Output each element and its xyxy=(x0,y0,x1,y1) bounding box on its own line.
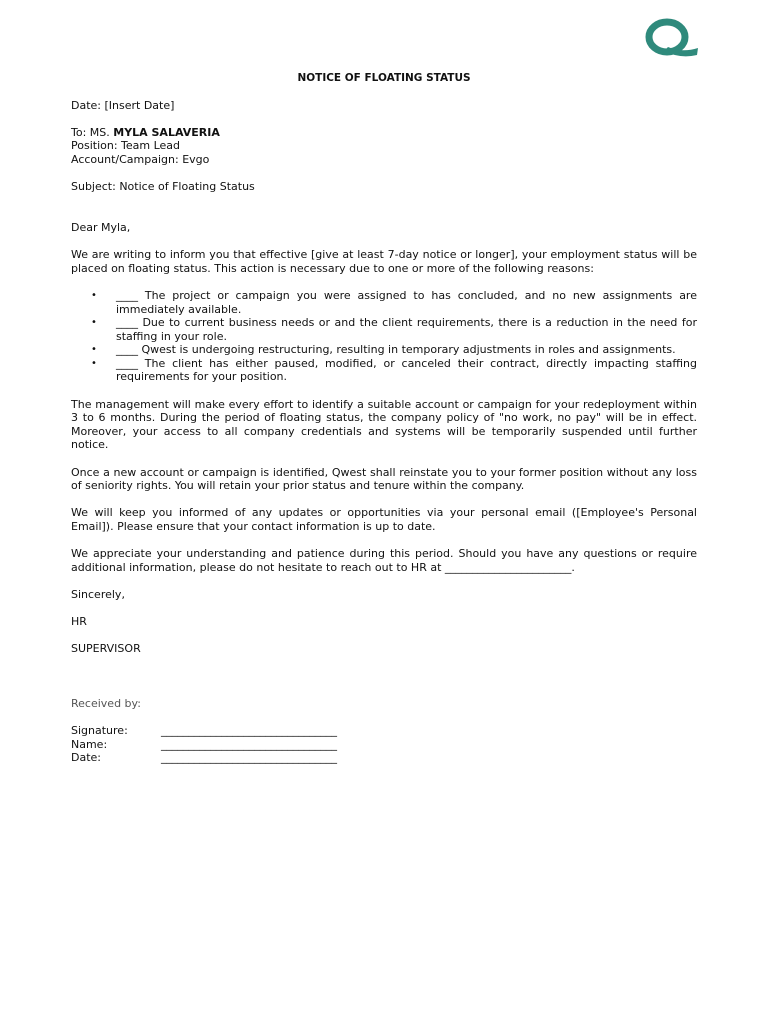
qwest-q-logo-icon xyxy=(640,18,700,60)
date-line-blank: ________________________________ xyxy=(161,751,337,765)
date-row xyxy=(71,751,697,765)
reason-text: ____ Qwest is undergoing restructuring, resulting in temporary adjustments in roles and assignments. xyxy=(116,343,676,357)
signature-line: ________________________________ xyxy=(161,723,337,737)
paragraph-redeployment: The management will make every effort to identify a suitable account or campaign for your redeployment within 3 to 6 months. During the period of floating status, the company policy of "no work, no pay" will be in effect. Moreover, your access to all company credentials and systems will be temporarily suspended until further notice. xyxy=(71,397,697,452)
bullet-icon: • xyxy=(91,357,97,369)
signature-row xyxy=(71,724,697,738)
name-line: ________________________________ xyxy=(161,737,337,751)
intro-paragraph: We are writing to inform you that effective [give at least 7-day notice or longer], your employment status will be placed on floating status. This action is necessary due to one or more of the following reasons: xyxy=(71,248,697,275)
signer-supervisor: SUPERVISOR xyxy=(71,642,141,656)
paragraph-reinstatement: Once a new account or campaign is identified, Qwest shall reinstate you to your former position without any loss of seniority rights. You will retain your prior status and tenure within the company. xyxy=(71,465,697,493)
reason-text: ____ Due to current business needs or and the client requirements, there is a reduction in the need for staffing in your role. xyxy=(116,316,697,343)
closing: Sincerely, xyxy=(71,587,125,601)
signature-label: Signature: xyxy=(71,723,128,737)
recipient-line xyxy=(71,126,697,140)
greeting: Dear Myla, xyxy=(71,220,131,234)
name-label: Name: xyxy=(71,737,108,751)
letter-title: NOTICE OF FLOATING STATUS xyxy=(297,72,471,84)
bullet-icon: • xyxy=(91,344,97,356)
letter-body xyxy=(71,72,697,765)
reasons-list xyxy=(71,289,697,384)
recipient-prefix: To: MS. xyxy=(71,125,114,139)
list-item xyxy=(71,357,697,384)
position-line: Position: Team Lead xyxy=(71,139,181,153)
name-row xyxy=(71,738,697,752)
date-label: Date: xyxy=(71,751,101,765)
bullet-icon: • xyxy=(91,317,97,329)
received-by-label: Received by: xyxy=(71,696,141,710)
reason-text: ____ The client has either paused, modified, or canceled their contract, directly impacting staffing requirements for your position. xyxy=(116,356,697,384)
date-line: Date: [Insert Date] xyxy=(71,98,175,112)
list-item xyxy=(71,316,697,343)
bullet-icon: • xyxy=(91,289,97,301)
account-line: Account/Campaign: Evgo xyxy=(71,152,210,166)
recipient-name: MYLA SALAVERIA xyxy=(113,125,220,139)
signer-hr: HR xyxy=(71,615,87,629)
paragraph-appreciation: We appreciate your understanding and patience during this period. Should you have any questions or require additional information, please do not hesitate to reach out to HR at _______________________. xyxy=(71,547,697,574)
subject-line: Subject: Notice of Floating Status xyxy=(71,180,255,194)
paragraph-updates: We will keep you informed of any updates or opportunities via your personal email ([Employee's Personal Email]). Please ensure that your contact information is up to date. xyxy=(71,506,697,533)
list-item xyxy=(71,289,697,316)
reason-text: ____ The project or campaign you were assigned to has concluded, and no new assignments are immediately available. xyxy=(116,288,697,316)
list-item xyxy=(71,343,697,357)
